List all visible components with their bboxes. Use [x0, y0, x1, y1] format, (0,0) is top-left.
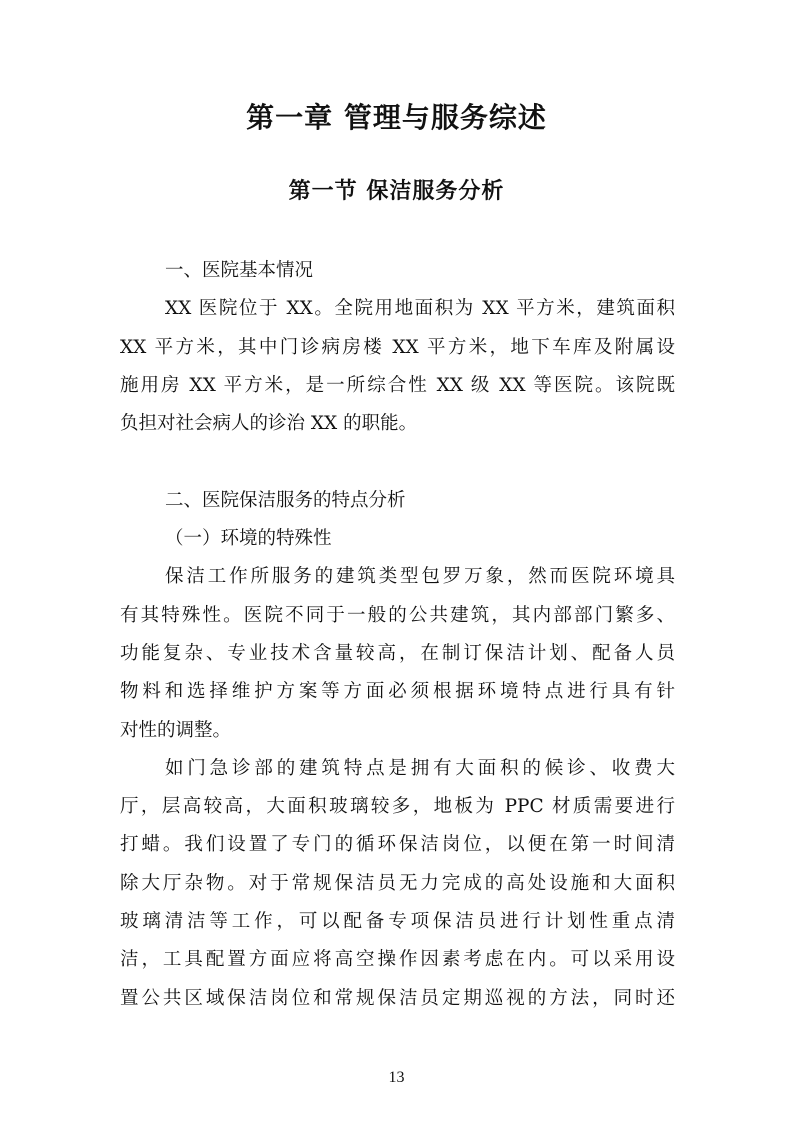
paragraph-line: 厅，层高较高，大面积玻璃较多，地板为 PPC 材质需要进行	[120, 796, 675, 818]
paragraph-line: 物料和选择维护方案等方面必须根据环境特点进行具有针	[120, 681, 675, 703]
section-title: 第一节 保洁服务分析	[288, 179, 505, 204]
subsection-heading-2: 二、医院保洁服务的特点分析	[165, 489, 406, 511]
paragraph-line: 有其特殊性。医院不同于一般的公共建筑，其内部部门繁多、	[120, 604, 675, 626]
page-number: 13	[388, 1069, 405, 1086]
paragraph-line: 除大厅杂物。对于常规保洁员无力完成的高处设施和大面积	[120, 872, 675, 894]
paragraph-line: 对性的调整。	[120, 719, 232, 741]
chapter-title: 第一章 管理与服务综述	[246, 101, 547, 134]
subsubsection-heading: （一）环境的特殊性	[165, 528, 332, 550]
paragraph-line: 负担对社会病人的诊治 XX 的职能。	[120, 413, 418, 435]
paragraph-line: XX 平方米，其中门诊病房楼 XX 平方米，地下车库及附属设	[120, 336, 675, 358]
paragraph-line: 打蜡。我们设置了专门的循环保洁岗位，以便在第一时间清	[120, 834, 675, 856]
paragraph-line: XX 医院位于 XX。全院用地面积为 XX 平方米，建筑面积	[165, 298, 675, 320]
paragraph-line: 玻璃清洁等工作，可以配备专项保洁员进行计划性重点清	[120, 911, 675, 933]
paragraph-line: 洁，工具配置方面应将高空操作因素考虑在内。可以采用设	[120, 949, 675, 971]
blank-line	[120, 443, 675, 481]
paragraph-line: 保洁工作所服务的建筑类型包罗万象，然而医院环境具	[165, 566, 675, 588]
paragraph-line: 功能复杂、专业技术含量较高，在制订保洁计划、配备人员	[120, 642, 675, 664]
body-text	[120, 252, 675, 1018]
paragraph-line: 施用房 XX 平方米，是一所综合性 XX 级 XX 等医院。该院既	[120, 374, 675, 396]
paragraph-line: 如门急诊部的建筑特点是拥有大面积的候诊、收费大	[165, 757, 675, 779]
paragraph-line: 置公共区域保洁岗位和常规保洁员定期巡视的方法，同时还	[120, 987, 675, 1009]
subsection-heading-1: 一、医院基本情况	[165, 260, 314, 281]
